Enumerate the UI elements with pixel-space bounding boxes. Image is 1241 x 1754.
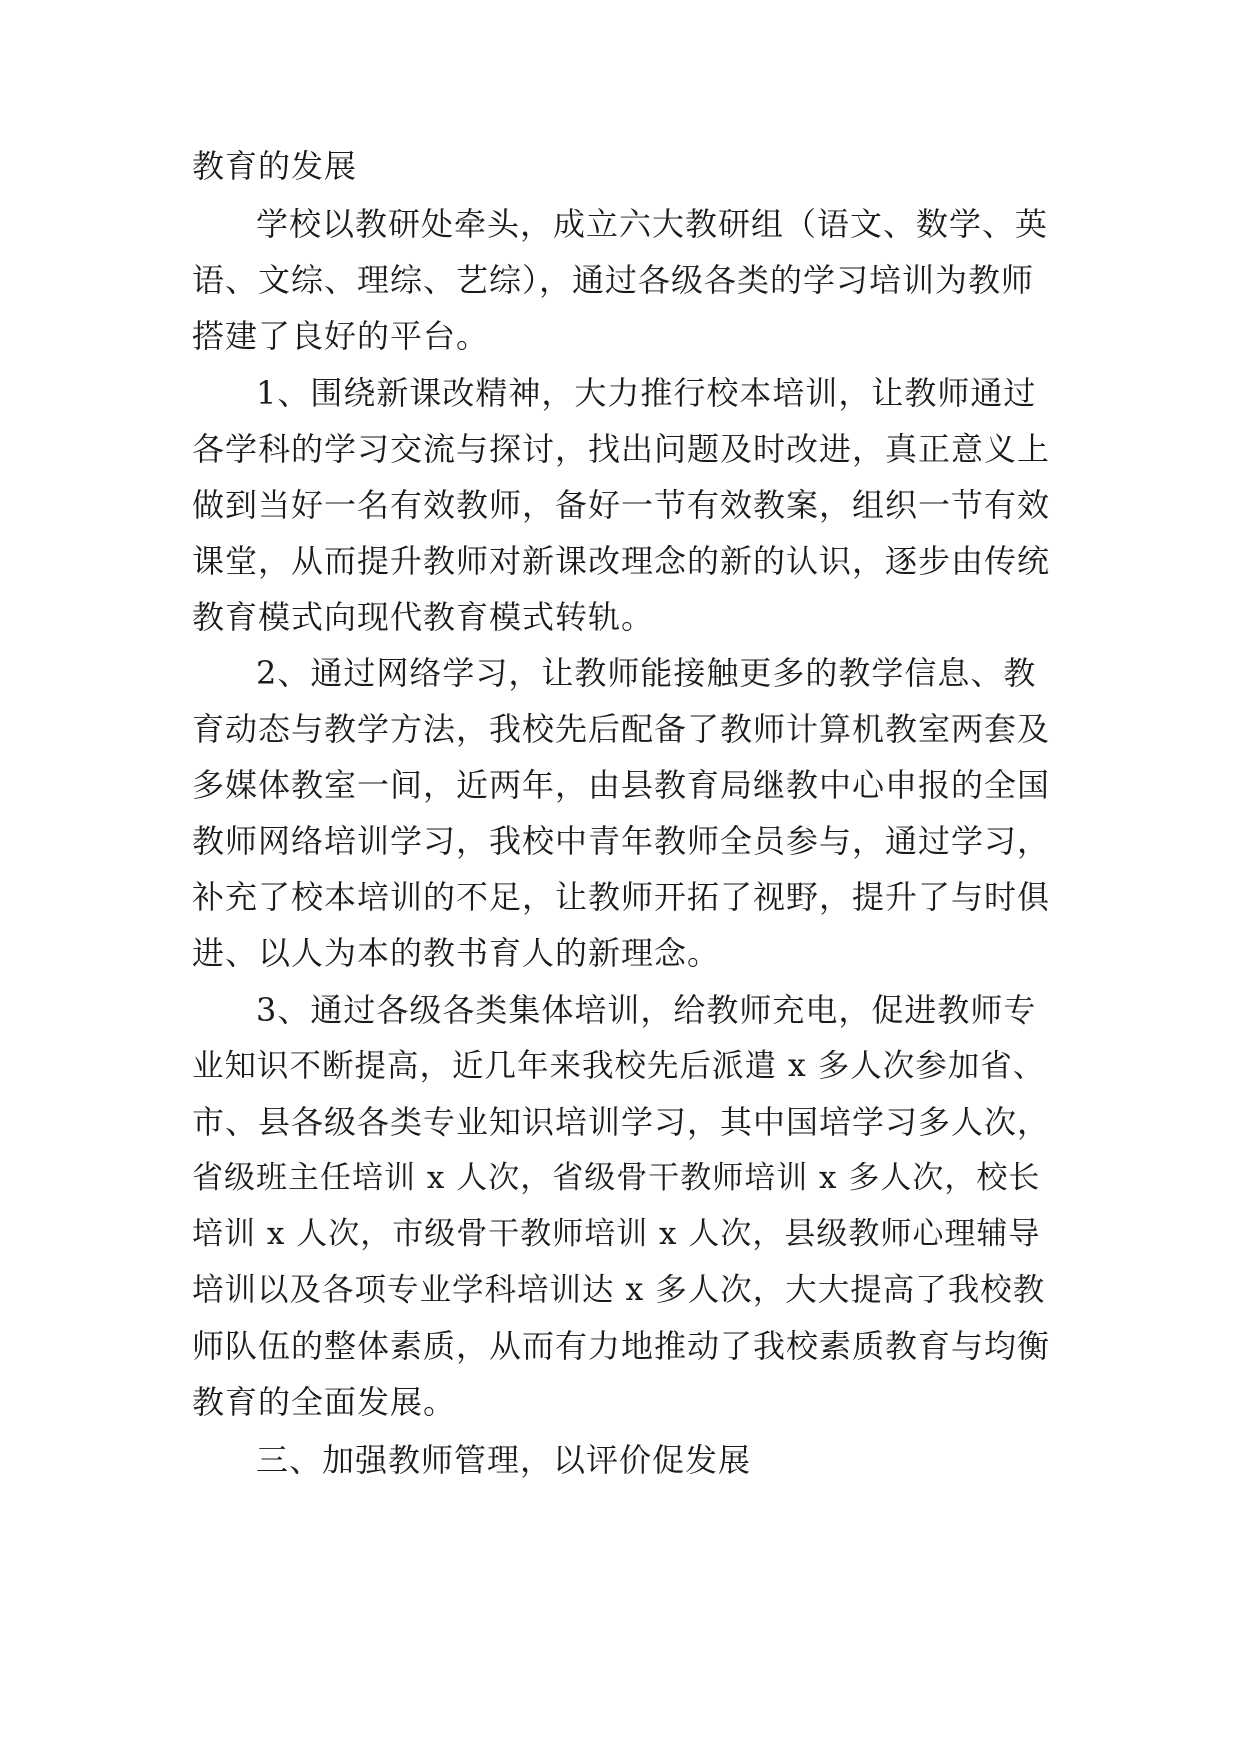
text-line: 进、以人为本的教书育人的新理念。 (192, 934, 721, 972)
paragraph-start-line: 1、围绕新课改精神，大力推行校本培训，让教师通过 (256, 374, 1037, 412)
text-line: 省级班主任培训 x 人次，省级骨干教师培训 x 多人次，校长 (192, 1160, 1041, 1196)
text-line: 培训 x 人次，市级骨干教师培训 x 人次，县级教师心理辅导 (192, 1216, 1041, 1252)
text-line: 教育模式向现代教育模式转轨。 (192, 598, 655, 636)
text-line: 课堂，从而提升教师对新课改理念的新的认识，逐步由传统 (192, 542, 1051, 580)
text-line: 教育的全面发展。 (192, 1383, 457, 1421)
text-line: 教师网络培训学习，我校中青年教师全员参与，通过学习， (192, 822, 1051, 860)
text-line: 做到当好一名有效教师，备好一节有效教案，组织一节有效 (192, 486, 1051, 524)
text-line: 各学科的学习交流与探讨，找出问题及时改进，真正意义上 (192, 430, 1051, 468)
text-line: 市、县各级各类专业知识培训学习，其中国培学习多人次， (192, 1103, 1051, 1141)
text-line: 搭建了良好的平台。 (192, 317, 490, 355)
paragraph-start-line: 2、通过网络学习，让教师能接触更多的教学信息、教 (256, 654, 1037, 692)
text-line: 育动态与教学方法，我校先后配备了教师计算机教室两套及 (192, 710, 1051, 748)
paragraph-start-line: 学校以教研处牵头，成立六大教研组（语文、数学、英 (256, 205, 1049, 243)
text-line: 补充了校本培训的不足，让教师开拓了视野，提升了与时俱 (192, 878, 1051, 916)
section-heading: 三、加强教师管理，以评价促发展 (256, 1441, 752, 1479)
text-line: 语、文综、理综、艺综），通过各级各类的学习培训为教师 (192, 261, 1035, 299)
text-line: 师队伍的整体素质，从而有力地推动了我校素质教育与均衡 (192, 1327, 1051, 1365)
text-line: 多媒体教室一间，近两年，由县教育局继教中心申报的全国 (192, 766, 1051, 804)
text-line: 业知识不断提高，近几年来我校先后派遣 x 多人次参加省、 (192, 1048, 1046, 1084)
text-line: 培训以及各项专业学科培训达 x 多人次，大大提高了我校教 (192, 1272, 1046, 1308)
text-line: 教育的发展 (192, 147, 358, 185)
paragraph-start-line: 3、通过各级各类集体培训，给教师充电，促进教师专 (256, 991, 1037, 1029)
